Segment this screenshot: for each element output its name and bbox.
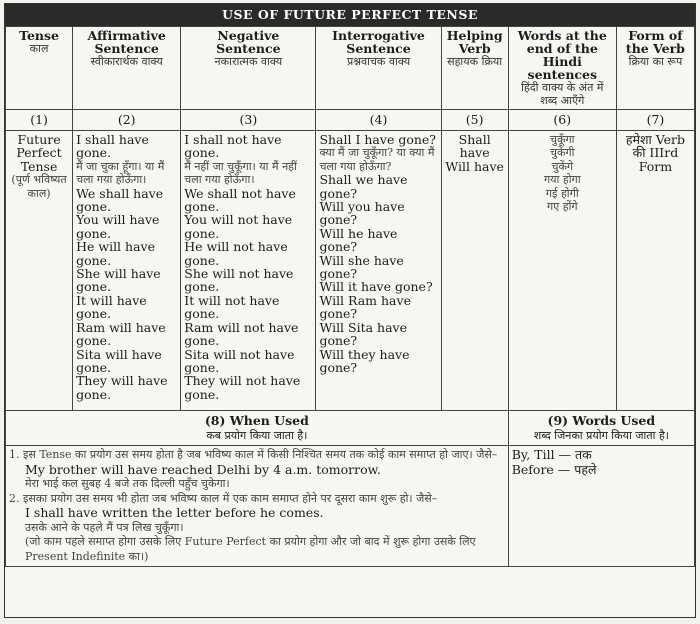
hindi-words-cell: चुकूँगा चुकेंगी चुकेंगे गया होगा गई होगी गए होंगे [508,131,616,411]
words-used-body [508,446,694,567]
interrogative-cell: Shall I have gone? क्या मैं जा चुकूँगा? या क्या मैं चला गया होऊँगा? Shall we have gone? Will you have gone? Will he have gone? Will she have gone? Will it have gone? Will Ram have gone? Will Sita have gone? Will they have gone? [316,131,441,411]
tense-table [5,26,695,567]
verb-form-cell: हमेशा Verb की IIIrd Form [616,131,694,411]
affirmative-cell: I shall have gone. मैं जा चुका हूँगा। या मैं चला गया होऊँगा। We shall have gone. You will have gone. He will have gone. She will have gone. It will have gone. Ram will have gone. Sita will have gone. They will have gone. [73,131,181,411]
negative-cell: I shall not have gone. मैं नहीं जा चुकूँगा। या मैं नहीं चला गया होऊँगा। We shall not have gone. You will not have gone. He will not have gone. She will not have gone. It will not have gone. Ram will not have gone. Sita will not have gone. They will not have gone. [181,131,316,411]
header-hindi-words: Words at the end of the Hindi sentences हिंदी वाक्य के अंत में शब्द आएँगे [508,27,616,110]
table-title: USE OF FUTURE PERFECT TENSE [5,4,695,26]
helping-verb-cell: Shall have Will have [441,131,508,411]
col-number: (2) [73,110,181,131]
header-negative: Negative Sentence नकारात्मक वाक्य [181,27,316,110]
when-used-header: (8) When Used कब प्रयोग किया जाता है। [6,411,509,446]
tense-cell: Future Perfect Tense (पूर्ण भविष्यत काल) [6,131,73,411]
col-number: (7) [616,110,694,131]
col-number: (5) [441,110,508,131]
number-row [6,110,695,131]
col-number: (6) [508,110,616,131]
usage-point-2-rule: 2. इसका प्रयोग उस समय भी होता जब भविष्य काल में एक काम समाप्त होने पर दूसरा काम शुरू हो। जैसे– [9,491,438,505]
header-interrogative: Interrogative Sentence प्रश्नवाचक वाक्य [316,27,441,110]
col-number: (4) [316,110,441,131]
header-tense: Tense काल [6,27,73,110]
usage-point-2-note: (जो काम पहले समाप्त होगा उसके लिए Future Perfect का प्रयोग होगा और जो बाद में शुरू होगा उसके लिए Present Indefinite का।) [25,535,476,563]
header-helping-verb: Helping Verb सहायक क्रिया [441,27,508,110]
words-used-header: (9) Words Used शब्द जिनका प्रयोग किया जाता है। [508,411,694,446]
usage-point-1-translation: मेरा भाई कल सुबह 4 बजे तक दिल्ली पहुँच चुकेगा। [25,477,230,490]
when-used-body [6,446,509,567]
col-number: (3) [181,110,316,131]
word-item: Before — पहले [511,461,597,477]
page [4,3,696,618]
header-verb-form: Form of the Verb क्रिया का रूप [616,27,694,110]
col-number: (1) [6,110,73,131]
usage-point-2-translation: उसके आने के पहले मैं पत्र लिख चुकूँगा। [25,520,184,534]
header-row [6,27,695,110]
usage-point-1-rule: 1. इस Tense का प्रयोग उस समय होता है जब भविष्य काल में किसी निश्चित समय तक कोई काम समाप्त हो जाए। जैसे– [9,448,498,461]
usage-body-row [6,446,695,567]
word-item: By, Till — तक [511,447,592,462]
content-row [6,131,695,411]
header-affirmative: Affirmative Sentence स्वीकारार्थक वाक्य [73,27,181,110]
usage-point-1-example: My brother will have reached Delhi by 4 a.m. tomorrow. [25,461,381,477]
usage-header-row [6,411,695,446]
usage-point-2-example: I shall have written the letter before he comes. [25,505,324,520]
